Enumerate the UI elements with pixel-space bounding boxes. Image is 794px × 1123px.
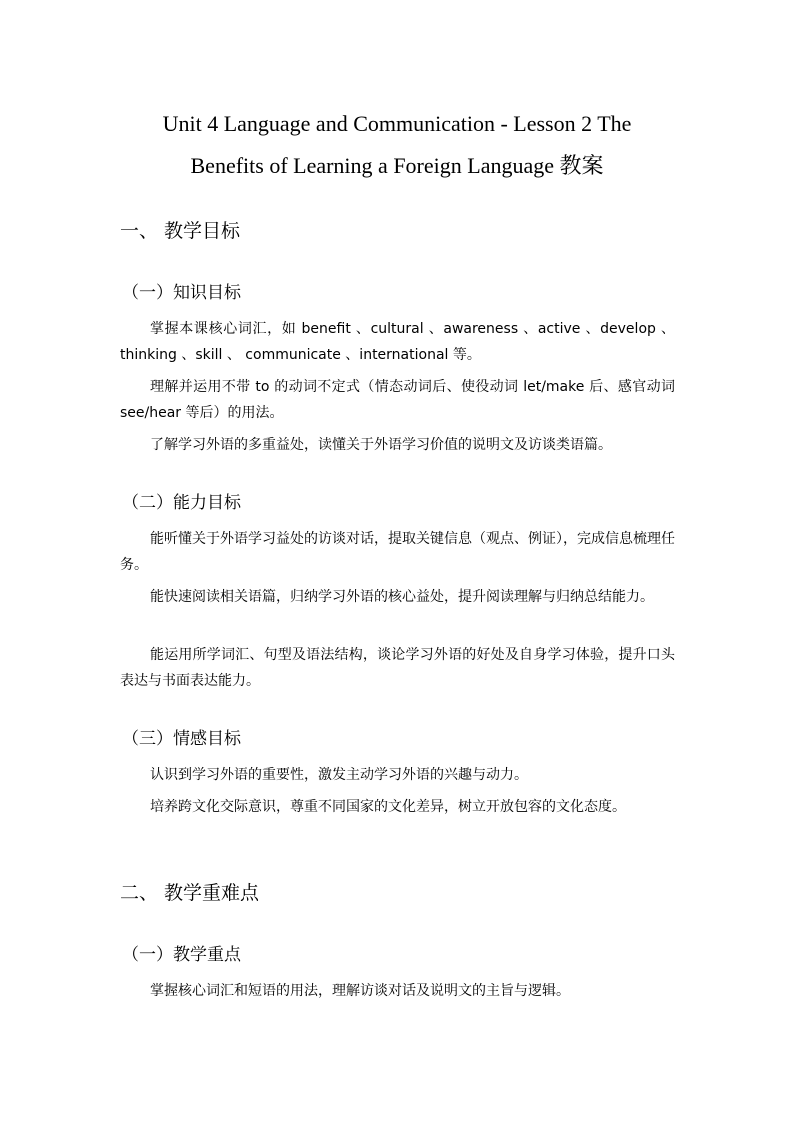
paragraph-emotional-importance: 认识到学习外语的重要性，激发主动学习外语的兴趣与动力。: [150, 767, 528, 783]
paragraph-teaching-focus: 掌握核心词汇和短语的用法，理解访谈对话及说明文的主旨与逻辑。: [150, 983, 570, 999]
subheading-emotional-objectives: （三）情感目标: [122, 729, 241, 749]
paragraph-ability-listening: 能听懂关于外语学习益处的访谈对话，提取关键信息（观点、例证），完成信息梳理任务。: [120, 531, 675, 573]
document-title-line-2: Benefits of Learning a Foreign Language 教案: [190, 153, 604, 178]
paragraph-knowledge-vocabulary: 掌握本课核心词汇，如 benefit 、cultural 、awareness 、active 、develop 、thinking 、skill 、 communicate 、international 等。: [120, 321, 675, 363]
paragraph-knowledge-reading: 了解学习外语的多重益处，读懂关于外语学习价值的说明文及访谈类语篇。: [150, 437, 612, 453]
paragraph-emotional-intercultural: 培养跨文化交际意识，尊重不同国家的文化差异，树立开放包容的文化态度。: [150, 799, 626, 815]
subheading-teaching-focus: （一）教学重点: [122, 945, 241, 965]
paragraph-ability-speaking: 能运用所学词汇、句型及语法结构，谈论学习外语的好处及自身学习体验，提升口头表达与书面表达能力。: [120, 647, 675, 689]
section-heading-key-difficult-points: 二、 教学重难点: [120, 882, 260, 904]
document-title-line-1: Unit 4 Language and Communication - Lesson 2 The: [162, 111, 632, 136]
paragraph-knowledge-grammar: 理解并运用不带 to 的动词不定式（情态动词后、使役动词 let/make 后、感官动词 see/hear 等后）的用法。: [120, 379, 675, 421]
subheading-knowledge-objectives: （一）知识目标: [122, 283, 241, 303]
section-heading-teaching-objectives: 一、 教学目标: [120, 220, 241, 242]
subheading-ability-objectives: （二）能力目标: [122, 493, 241, 513]
paragraph-ability-reading: 能快速阅读相关语篇，归纳学习外语的核心益处，提升阅读理解与归纳总结能力。: [150, 589, 654, 605]
